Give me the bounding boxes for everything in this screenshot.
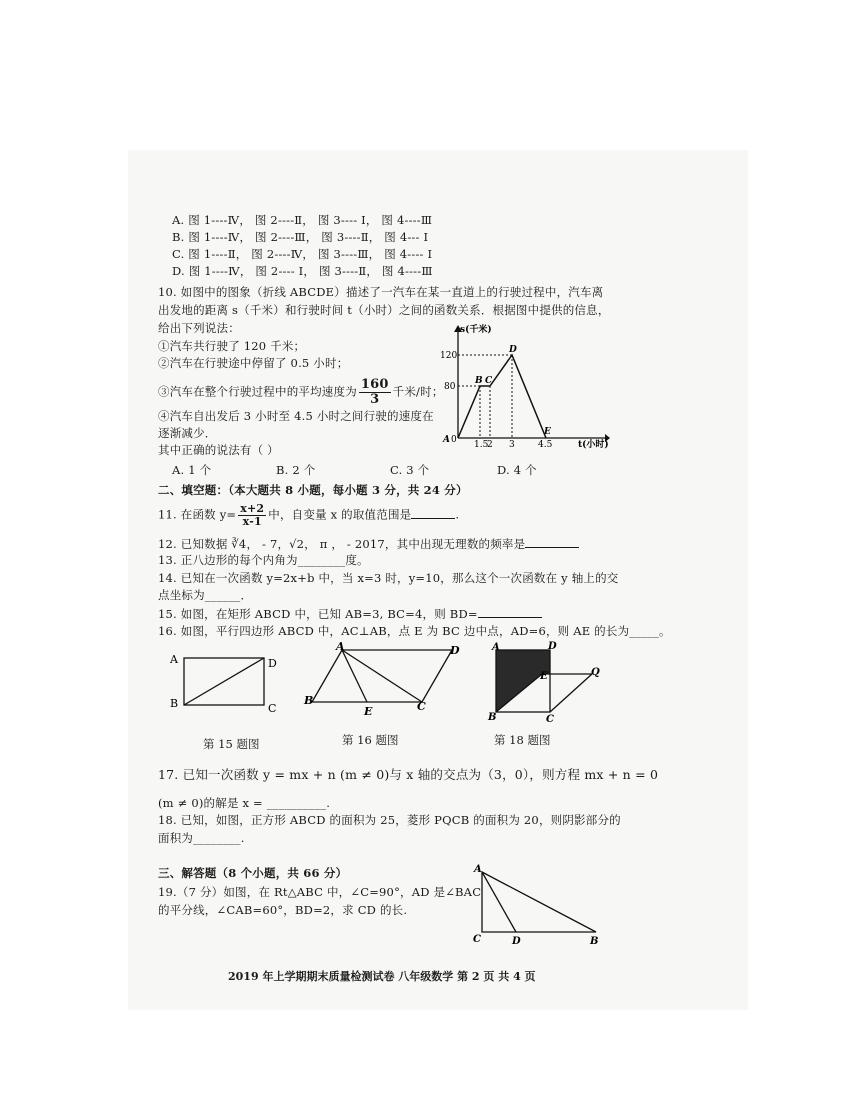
label-b: B <box>304 694 314 707</box>
answer-blank <box>478 605 542 618</box>
q10-question: 其中正确的说法有（ ） <box>158 443 279 457</box>
fraction-numerator: 160 <box>360 377 389 392</box>
label-c: C <box>546 714 554 725</box>
q14-line-1: 14. 已知在一次函数 y=2x+b 中，当 x=3 时，y=10，那么这个一次函数在 y 轴上的交 <box>158 571 619 585</box>
answer-blank <box>411 506 455 519</box>
origin-label: 0 <box>451 435 457 445</box>
q18-line-2: 面积为________. <box>158 831 245 845</box>
label-d: D <box>268 657 277 670</box>
page-footer: 2019 年上学期期末质量检测试卷 八年级数学 第 2 页 共 4 页 <box>228 970 536 983</box>
q10-option-a: A. 1 个 <box>172 463 212 477</box>
q10-statement-3-unit: 千米/时； <box>392 384 444 399</box>
diagonal-bd <box>184 658 264 705</box>
q9-option-b: B. 图 1----Ⅳ， 图 2----Ⅲ， 图 3----Ⅱ， 图 4--- Ⅰ <box>172 230 429 244</box>
q10-statement-3-text: ③汽车在整个行驶过程中的平均速度为 <box>158 384 357 399</box>
q9-option-d: D. 图 1----Ⅳ， 图 2---- Ⅰ， 图 3----Ⅱ， 图 4----Ⅲ <box>172 264 433 278</box>
q10-statement-2: ②汽车在行驶途中停留了 0.5 小时； <box>158 356 349 370</box>
label-b: B <box>590 936 599 947</box>
q15-text: 15. 如图，在矩形 ABCD 中，已知 AB=3, BC=4，则 BD= <box>158 607 478 621</box>
graph-polyline <box>458 355 546 438</box>
fig16-caption: 第 16 题图 <box>342 733 399 747</box>
label-q: Q <box>591 667 600 678</box>
label-c: C <box>417 700 426 713</box>
section-3-heading: 三、解答题（8 个小题，共 66 分） <box>158 866 348 880</box>
point-d-label: D <box>509 345 517 355</box>
section-2-heading: 二、填空题：（本大题共 8 小题，每小题 3 分，共 24 分） <box>158 483 468 497</box>
q10-statement-1: ①汽车共行驶了 120 千米； <box>158 339 306 353</box>
fig18-square-rhombus <box>484 640 604 725</box>
fig18-caption: 第 18 题图 <box>494 733 551 747</box>
label-e: E <box>364 705 373 718</box>
q17-line-2: (m ≠ 0)的解是 x = __________. <box>158 796 331 810</box>
q10-option-c: C. 3 个 <box>390 463 430 477</box>
label-a: A <box>336 640 345 653</box>
q11-text-end: 中，自变量 x 的取值范围是 <box>268 507 412 522</box>
q10-option-b: B. 2 个 <box>276 463 316 477</box>
y-tick-120: 120 <box>440 351 458 361</box>
fig15-caption: 第 15 题图 <box>203 737 260 751</box>
q19-line-2: 的平分线，∠CAB=60°，BD=2，求 CD 的长. <box>158 903 408 917</box>
x-tick-4.5: 4.5 <box>538 440 553 450</box>
q11-text: 11. 在函数 y= <box>158 507 237 522</box>
q10-stem-1: 10. 如图中的图象（折线 ABCDE）描述了一汽车在某一直道上的行驶过程中，汽车离 <box>158 285 604 299</box>
q10-statement-4b: 逐渐减少． <box>158 426 217 440</box>
q16: 16. 如图，平行四边形 ABCD 中，AC⊥AB，点 E 为 BC 边中点，AD=6，则 AE 的长为_____。 <box>158 624 671 638</box>
q10-stem-3: 给出下列说法： <box>158 321 240 335</box>
q9-option-a: A. 图 1----Ⅳ， 图 2----Ⅱ， 图 3---- Ⅰ， 图 4----Ⅲ <box>172 213 433 227</box>
q10-statement-3 <box>158 378 444 407</box>
q10-fraction <box>359 378 391 407</box>
segment-qc <box>550 674 592 712</box>
fig19-triangle <box>466 860 606 950</box>
q19-line-1: 19.（7 分）如图，在 Rt△ABC 中，∠C=90°，AD 是∠BAC <box>158 885 482 899</box>
label-a: A <box>492 642 500 653</box>
y-axis-label: s(千米) <box>460 325 492 335</box>
fraction-denominator: 3 <box>370 392 380 407</box>
q15 <box>158 605 542 622</box>
fraction-denominator: x-1 <box>242 515 262 528</box>
label-a: A <box>474 864 482 875</box>
q10-statement-4a: ④汽车自出发后 3 小时至 4.5 小时之间行驶的速度在 <box>158 409 434 423</box>
point-e-label: E <box>544 427 551 437</box>
q11: 11. 在函数 y= $\frac{x+2}{x-1}$ 中，自变量 x 的取值范围是 . <box>158 502 460 528</box>
q13: 13. 正八边形的每个内角为________度。 <box>158 553 369 567</box>
label-e: E <box>540 671 548 682</box>
point-b-label: B <box>475 376 483 386</box>
y-tick-80: 80 <box>444 382 456 392</box>
q9-option-c: C. 图 1----Ⅱ， 图 2----Ⅳ， 图 3----Ⅲ， 图 4---- Ⅰ <box>172 247 433 261</box>
point-a-label: A <box>443 435 450 445</box>
label-c: C <box>268 702 277 715</box>
q12 <box>158 535 579 552</box>
label-d: D <box>548 641 557 652</box>
q12-text: 12. 已知数据 ∛4， - 7，√2， π ， - 2017，其中出现无理数的频率是 <box>158 537 526 551</box>
q18-line-1: 18. 已知，如图，正方形 ABCD 的面积为 25，菱形 PQCB 的面积为 20，则阴影部分的 <box>158 813 621 827</box>
x-axis-label: t(小时) <box>578 440 609 450</box>
label-b: B <box>170 697 179 710</box>
point-c-label: C <box>485 376 493 386</box>
q10-graph <box>440 322 610 452</box>
x-tick-3: 3 <box>509 440 515 450</box>
label-b: B <box>488 712 497 723</box>
label-d: D <box>512 936 521 947</box>
q14-line-2: 点坐标为______． <box>158 588 253 602</box>
q17-line-1: 17. 已知一次函数 y = mx + n (m ≠ 0)与 x 轴的交点为（3，0），则方程 mx + n = 0 <box>158 767 659 782</box>
fraction-numerator: x+2 <box>240 502 265 515</box>
x-tick-2: 2 <box>487 440 493 450</box>
x-tick-1.5: 1.5 <box>474 440 489 450</box>
label-a: A <box>170 653 178 666</box>
q10-option-d: D. 4 个 <box>497 463 537 477</box>
answer-blank <box>525 535 579 548</box>
label-d: D <box>450 644 460 657</box>
fig16-parallelogram <box>302 640 472 720</box>
fig15-rectangle <box>164 650 284 720</box>
label-c: C <box>473 934 481 945</box>
q11-fraction <box>238 503 266 528</box>
q10-stem-2: 出发地的距离 s（千米）和行驶时间 t（小时）之间的函数关系．根据图中提供的信息， <box>158 303 610 317</box>
